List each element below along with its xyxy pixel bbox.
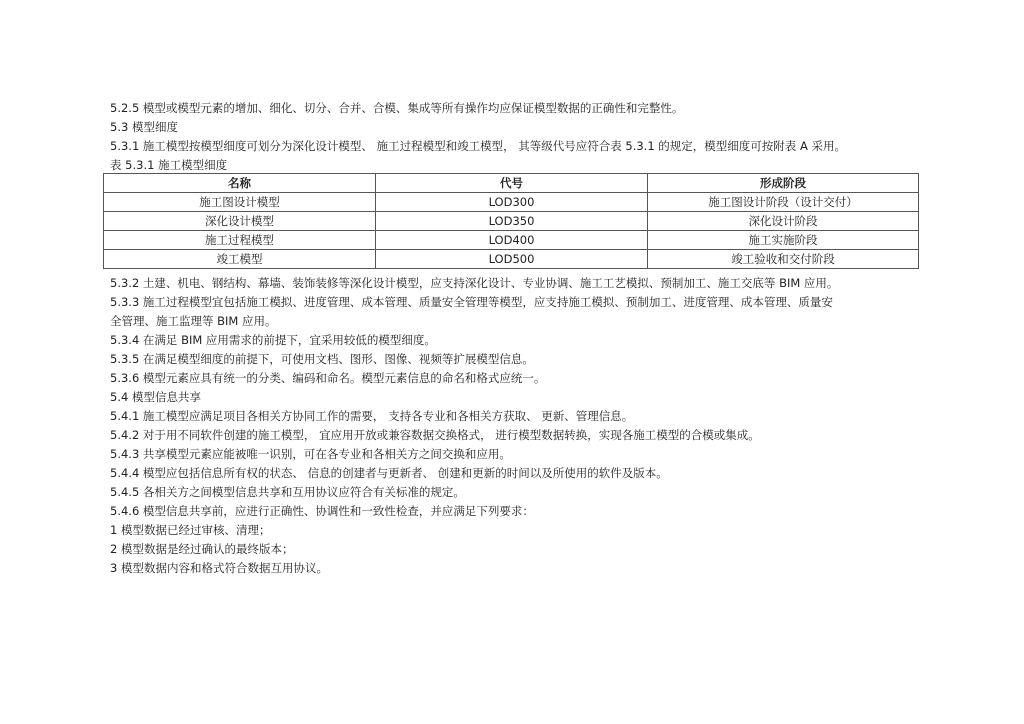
paragraph-5-3-2: 5.3.2 土建、机电、钢结构、幕墙、装饰装修等深化设计模型，应支持深化设计、专业协调、施工工艺模拟、预制加工、施工交底等 BIM 应用。 (110, 276, 839, 290)
paragraph-5-4-3: 5.4.3 共享模型元素应能被唯一识别，可在各专业和各相关方之间交换和应用。 (110, 447, 511, 461)
table-cell: 深化设计阶段 (648, 212, 919, 231)
table-cell: 施工图设计阶段（设计交付） (648, 193, 919, 212)
header-name: 名称 (104, 174, 376, 193)
paragraph-5-4-6: 5.4.6 模型信息共享前，应进行正确性、协调性和一致性检查，并应满足下列要求： (110, 504, 534, 518)
heading-5-3: 5.3 模型细度 (110, 120, 178, 134)
paragraph-5-3-3-cont: 全管理、施工监理等 BIM 应用。 (110, 314, 277, 328)
list-item-2: 2 模型数据是经过确认的最终版本； (110, 542, 294, 556)
table-cell: 竣工验收和交付阶段 (648, 250, 919, 269)
table-cell: LOD500 (376, 250, 648, 269)
paragraph-5-3-5: 5.3.5 在满足模型细度的前提下，可使用文档、图形、图像、视频等扩展模型信息。 (110, 352, 534, 366)
table-cell: 竣工模型 (104, 250, 376, 269)
table-cell: LOD300 (376, 193, 648, 212)
paragraph-5-4-4: 5.4.4 模型应包括信息所有权的状态、 信息的创建者与更新者、 创建和更新的时间以及所使用的软件及版本。 (110, 466, 668, 480)
list-item-1: 1 模型数据已经过审核、清理； (110, 523, 271, 537)
paragraph-5-3-4: 5.3.4 在满足 BIM 应用需求的前提下，宜采用较低的模型细度。 (110, 333, 436, 347)
heading-5-4: 5.4 模型信息共享 (110, 390, 201, 404)
table-row (104, 250, 919, 269)
table-cell: 施工过程模型 (104, 231, 376, 250)
paragraph-5-4-2: 5.4.2 对于用不同软件创建的施工模型， 宜应用开放或兼容数据交换格式， 进行模型数据转换，实现各施工模型的合模或集成。 (110, 428, 760, 442)
table-cell: 施工图设计模型 (104, 193, 376, 212)
table-row (104, 231, 919, 250)
paragraph-5-3-1: 5.3.1 施工模型按模型细度可划分为深化设计模型、 施工过程模型和竣工模型， 其等级代号应符合表 5.3.1 的规定，模型细度可按附表 A 采用。 (110, 139, 846, 153)
table-cell: 深化设计模型 (104, 212, 376, 231)
header-stage: 形成阶段 (648, 174, 919, 193)
paragraph-5-3-6: 5.3.6 模型元素应具有统一的分类、编码和命名。模型元素信息的命名和格式应统一。 (110, 371, 546, 385)
header-code: 代号 (376, 174, 648, 193)
table-row (104, 212, 919, 231)
paragraph-5-2-5: 5.2.5 模型或模型元素的增加、细化、切分、合并、合模、集成等所有操作均应保证模型数据的正确性和完整性。 (110, 101, 684, 115)
model-detail-table (103, 173, 919, 269)
table-cell: 施工实施阶段 (648, 231, 919, 250)
paragraph-5-3-3: 5.3.3 施工过程模型宜包括施工模拟、进度管理、成本管理、质量安全管理等模型，应支持施工模拟、预制加工、进度管理、成本管理、质量安 (110, 295, 833, 309)
list-item-3: 3 模型数据内容和格式符合数据互用协议。 (110, 561, 328, 575)
table-cell: LOD400 (376, 231, 648, 250)
table-header-row (104, 174, 919, 193)
table-row (104, 193, 919, 212)
paragraph-5-4-5: 5.4.5 各相关方之间模型信息共享和互用协议应符合有关标准的规定。 (110, 485, 465, 499)
paragraph-5-4-1: 5.4.1 施工模型应满足项目各相关方协同工作的需要， 支持各专业和各相关方获取、 更新、管理信息。 (110, 409, 634, 423)
table-cell: LOD350 (376, 212, 648, 231)
table-caption: 表 5.3.1 施工模型细度 (110, 158, 228, 172)
